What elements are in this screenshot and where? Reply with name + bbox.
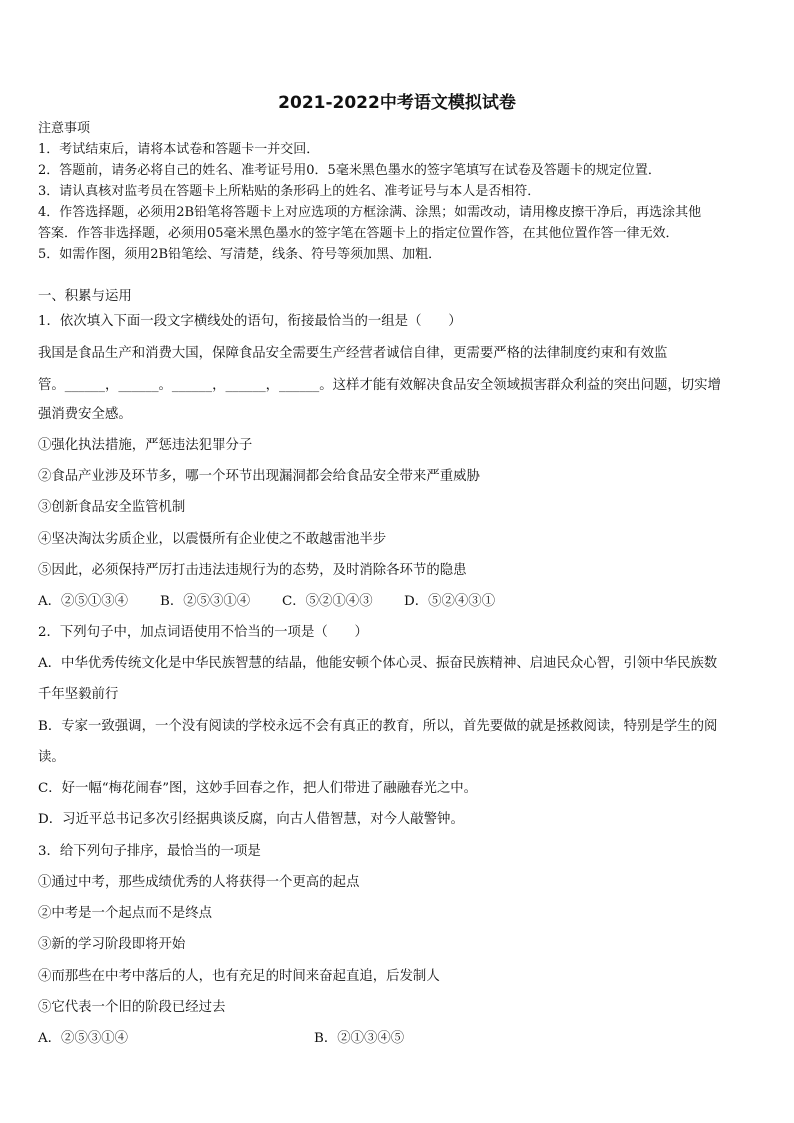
question-3-item: ①通过中考，那些成绩优秀的人将获得一个更高的起点 — [38, 875, 360, 890]
question-1-item: ②食品产业涉及环节多，哪一个环节出现漏洞都会给食品安全带来严重威胁 — [38, 469, 480, 484]
question-1-stem: 1．依次填入下面一段文字横线处的语句，衔接最恰当的一组是（ ） — [38, 314, 462, 329]
question-1-item: ③创新食品安全监管机制 — [38, 500, 186, 515]
option-a[interactable]: A．②⑤①③④ — [38, 594, 129, 609]
exam-title: 2021-2022中考语文模拟试卷 — [278, 93, 516, 113]
question-2-option-cont: 读。 — [38, 750, 65, 765]
question-3-stem: 3．给下列句子排序，最恰当的一项是 — [38, 844, 261, 859]
notice-item: 3．请认真核对监考员在答题卡上所粘贴的条形码上的姓名、准考证号与本人是否相符． — [38, 184, 541, 199]
option-d[interactable]: D．⑤②④③① — [404, 594, 496, 609]
question-1-passage: 管。______，______。______，______，______。这样才能有效解决食品安全领域损害群众利益的突出问题，切实增 — [38, 378, 721, 393]
notice-item: 2．答题前，请务必将自己的姓名、准考证号用0．5毫米黑色墨水的签字笔填写在试卷及答题卡的规定位置． — [38, 163, 661, 178]
question-2-stem: 2．下列句子中，加点词语使用不恰当的一项是（ ） — [38, 625, 368, 640]
question-3-item: ②中考是一个起点而不是终点 — [38, 906, 213, 921]
notice-item: 5．如需作图，须用2B铅笔绘、写清楚，线条、符号等须加黑、加粗． — [38, 247, 442, 262]
notice-item: 4．作答选择题，必须用2B铅笔将答题卡上对应选项的方框涂满、涂黑；如需改动，请用橡皮擦干净后，再选涂其他 — [38, 205, 702, 220]
question-3-item: ⑤它代表一个旧的阶段已经过去 — [38, 1000, 226, 1015]
question-1-passage: 强消费安全感。 — [38, 407, 132, 422]
question-3-item: ④而那些在中考中落后的人，也有充足的时间来奋起直追，后发制人 — [38, 969, 440, 984]
option-b[interactable]: B．②①③④⑤ — [314, 1031, 405, 1046]
question-1-item: ①强化执法措施，严惩违法犯罪分子 — [38, 438, 253, 453]
question-2-option[interactable]: B．专家一致强调，一个没有阅读的学校永远不会有真正的教育，所以，首先要做的就是拯救阅读，特别是学生的阅 — [38, 719, 718, 734]
question-3-item: ③新的学习阶段即将开始 — [38, 937, 186, 952]
notice-item: 1．考试结束后，请将本试卷和答题卡一并交回． — [38, 142, 320, 157]
option-a[interactable]: A．②⑤③①④ — [38, 1031, 129, 1046]
question-2-option[interactable]: D．习近平总书记多次引经据典谈反腐，向古人借智慧，对今人敲警钟。 — [38, 812, 464, 827]
question-1-options — [38, 593, 495, 611]
question-1-item: ④坚决淘汰劣质企业，以震慑所有企业使之不敢越雷池半步 — [38, 532, 387, 547]
option-b[interactable]: B．②⑤③①④ — [160, 594, 251, 609]
question-2-option[interactable]: A．中华优秀传统文化是中华民族智慧的结晶，他能安顿个体心灵、振奋民族精神、启迪民众心智，引领中华民族数 — [38, 656, 718, 671]
question-1-passage: 我国是食品生产和消费大国，保障食品安全需要生产经营者诚信自律，更需要严格的法律制度约束和有效监 — [38, 346, 668, 361]
option-c[interactable]: C．⑤②①④③ — [282, 594, 373, 609]
notice-heading: 注意事项 — [38, 121, 91, 136]
question-2-option-cont: 千年坚毅前行 — [38, 687, 119, 702]
question-1-item: ⑤因此，必须保持严厉打击违法违规行为的态势，及时消除各环节的隐患 — [38, 563, 467, 578]
notice-item: 答案．作答非选择题，必须用05毫米黑色墨水的签字笔在答题卡上的指定位置作答，在其他位置作答一律无效． — [38, 226, 679, 241]
question-3-options — [38, 1030, 404, 1048]
question-2-option[interactable]: C．好一幅“梅花闹春”图，这妙手回春之作，把人们带进了融融春光之中。 — [38, 781, 478, 796]
section-heading: 一、积累与运用 — [38, 289, 132, 304]
